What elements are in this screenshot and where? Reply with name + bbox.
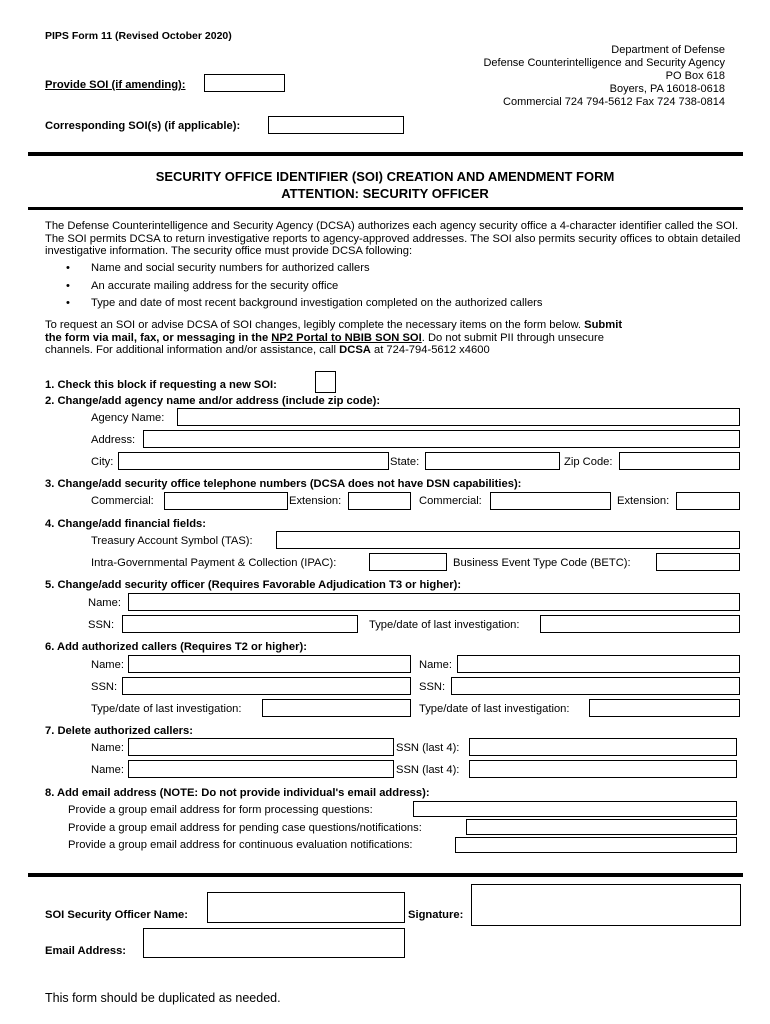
agency-header-line: PO Box 618 bbox=[665, 70, 725, 82]
email-address-label: Email Address: bbox=[45, 945, 127, 957]
agency-header-line: Boyers, PA 16018-0618 bbox=[609, 83, 725, 95]
caller-investigation-label: Type/date of last investigation: bbox=[91, 703, 242, 715]
delete-name-label: Name: bbox=[91, 742, 124, 754]
caller-investigation-input[interactable] bbox=[262, 699, 411, 717]
email-question-label: Provide a group email address for form processing questions: bbox=[68, 804, 373, 816]
section-5-label: 5. Change/add security officer (Requires Favorable Adjudication T3 or higher): bbox=[45, 579, 462, 591]
betc-label: Business Event Type Code (BETC): bbox=[453, 557, 631, 569]
section-4-label: 4. Change/add financial fields: bbox=[45, 518, 207, 530]
form-id: PIPS Form 11 (Revised October 2020) bbox=[45, 30, 232, 42]
caller-name-input[interactable] bbox=[128, 655, 411, 673]
email-address-input[interactable] bbox=[143, 928, 405, 958]
request-instructions: To request an SOI or advise DCSA of SOI changes, legibly complete the necessary items on the form below. Submit the form via mail, fax, or messaging in the NP2 Portal to NBIB SON SOI. Do not submit PII through unsecure channels. For additional information and/or assistance, call DCSA at 724-794-5612 x4600 bbox=[45, 319, 623, 356]
state-input[interactable] bbox=[425, 452, 560, 470]
extension-label: Extension: bbox=[617, 495, 670, 507]
bullet-item: • Type and date of most recent background investigation completed on the authorized callers bbox=[66, 297, 543, 309]
delete-ssn-input[interactable] bbox=[469, 760, 737, 778]
form-subtitle: ATTENTION: SECURITY OFFICER bbox=[281, 186, 489, 201]
agency-header-line: Commercial 724 794-5612 Fax 724 738-0814 bbox=[503, 96, 725, 108]
city-label: City: bbox=[91, 456, 114, 468]
delete-ssn-input[interactable] bbox=[469, 738, 737, 756]
officer-ssn-input[interactable] bbox=[122, 615, 358, 633]
extension-input[interactable] bbox=[676, 492, 740, 510]
officer-name-label: Name: bbox=[88, 597, 121, 609]
delete-name-input[interactable] bbox=[128, 738, 394, 756]
delete-name-input[interactable] bbox=[128, 760, 394, 778]
officer-name-footer-label: SOI Security Officer Name: bbox=[45, 909, 189, 921]
intro-text: The Defense Counterintelligence and Security Agency (DCSA) authorizes each agency security office a 4-character identifier called the SOI. The SOI permits DCSA to return investigative reports to agency-approved addresses. The SOI also permits security offices to obtain detailed investigative information. The security office must provide DCSA following: bbox=[45, 220, 741, 257]
officer-name-input[interactable] bbox=[128, 593, 740, 611]
divider bbox=[28, 873, 743, 877]
bullet-item: • An accurate mailing address for the security office bbox=[66, 280, 339, 292]
email-question-label: Provide a group email address for continuous evaluation notifications: bbox=[68, 839, 413, 851]
caller-name-input[interactable] bbox=[457, 655, 740, 673]
agency-header-line: Defense Counterintelligence and Security Agency bbox=[483, 57, 725, 69]
provide-soi-label: Provide SOI (if amending): bbox=[45, 79, 186, 91]
address-label: Address: bbox=[91, 434, 136, 446]
state-label: State: bbox=[390, 456, 420, 468]
tas-input[interactable] bbox=[276, 531, 740, 549]
delete-name-label: Name: bbox=[91, 764, 124, 776]
form-title: SECURITY OFFICE IDENTIFIER (SOI) CREATION AND AMENDMENT FORM bbox=[155, 169, 615, 184]
zip-input[interactable] bbox=[619, 452, 740, 470]
section-2-label: 2. Change/add agency name and/or address (include zip code): bbox=[45, 395, 381, 407]
delete-ssn-label: SSN (last 4): bbox=[396, 764, 460, 776]
provide-soi-input[interactable] bbox=[204, 74, 285, 92]
email-processing-input[interactable] bbox=[413, 801, 737, 817]
new-soi-checkbox[interactable] bbox=[315, 371, 336, 393]
caller-ssn-label: SSN: bbox=[91, 681, 118, 693]
ipac-input[interactable] bbox=[369, 553, 447, 571]
signature-label: Signature: bbox=[408, 909, 464, 921]
footer-note: This form should be duplicated as needed. bbox=[45, 991, 281, 1005]
betc-input[interactable] bbox=[656, 553, 740, 571]
officer-ssn-label: SSN: bbox=[88, 619, 115, 631]
agency-name-label: Agency Name: bbox=[91, 412, 165, 424]
corresponding-soi-input[interactable] bbox=[268, 116, 404, 134]
section-3-label: 3. Change/add security office telephone numbers (DCSA does not have DSN capabilities): bbox=[45, 478, 522, 490]
caller-ssn-input[interactable] bbox=[451, 677, 740, 695]
zip-label: Zip Code: bbox=[564, 456, 613, 468]
caller-name-label: Name: bbox=[91, 659, 124, 671]
email-pending-input[interactable] bbox=[466, 819, 737, 835]
divider bbox=[28, 152, 743, 156]
commercial-label: Commercial: bbox=[419, 495, 482, 507]
bullet-item: • Name and social security numbers for authorized callers bbox=[66, 262, 370, 274]
email-question-label: Provide a group email address for pending case questions/notifications: bbox=[68, 822, 422, 834]
commercial-phone-input[interactable] bbox=[490, 492, 611, 510]
caller-name-label: Name: bbox=[419, 659, 452, 671]
commercial-phone-input[interactable] bbox=[164, 492, 288, 510]
signature-input[interactable] bbox=[471, 884, 741, 926]
caller-investigation-input[interactable] bbox=[589, 699, 740, 717]
caller-investigation-label: Type/date of last investigation: bbox=[419, 703, 570, 715]
section-1-label: 1. Check this block if requesting a new SOI: bbox=[45, 379, 277, 391]
caller-ssn-input[interactable] bbox=[122, 677, 411, 695]
section-6-label: 6. Add authorized callers (Requires T2 or higher): bbox=[45, 641, 307, 653]
section-8-label: 8. Add email address (NOTE: Do not provide individual's email address): bbox=[45, 787, 430, 799]
email-continuous-input[interactable] bbox=[455, 837, 737, 853]
city-input[interactable] bbox=[118, 452, 389, 470]
extension-label: Extension: bbox=[289, 495, 342, 507]
agency-header-line: Department of Defense bbox=[611, 44, 725, 56]
tas-label: Treasury Account Symbol (TAS): bbox=[91, 535, 253, 547]
section-7-label: 7. Delete authorized callers: bbox=[45, 725, 193, 737]
commercial-label: Commercial: bbox=[91, 495, 154, 507]
caller-ssn-label: SSN: bbox=[419, 681, 446, 693]
officer-name-footer-input[interactable] bbox=[207, 892, 405, 923]
extension-input[interactable] bbox=[348, 492, 411, 510]
officer-investigation-label: Type/date of last investigation: bbox=[369, 619, 520, 631]
delete-ssn-label: SSN (last 4): bbox=[396, 742, 460, 754]
divider bbox=[28, 207, 743, 210]
address-input[interactable] bbox=[143, 430, 740, 448]
corresponding-soi-label: Corresponding SOI(s) (if applicable): bbox=[45, 120, 241, 132]
ipac-label: Intra-Governmental Payment & Collection (IPAC): bbox=[91, 557, 337, 569]
np2-portal-link[interactable]: NP2 Portal to NBIB SON SOI bbox=[271, 331, 422, 344]
agency-name-input[interactable] bbox=[177, 408, 740, 426]
officer-investigation-input[interactable] bbox=[540, 615, 740, 633]
